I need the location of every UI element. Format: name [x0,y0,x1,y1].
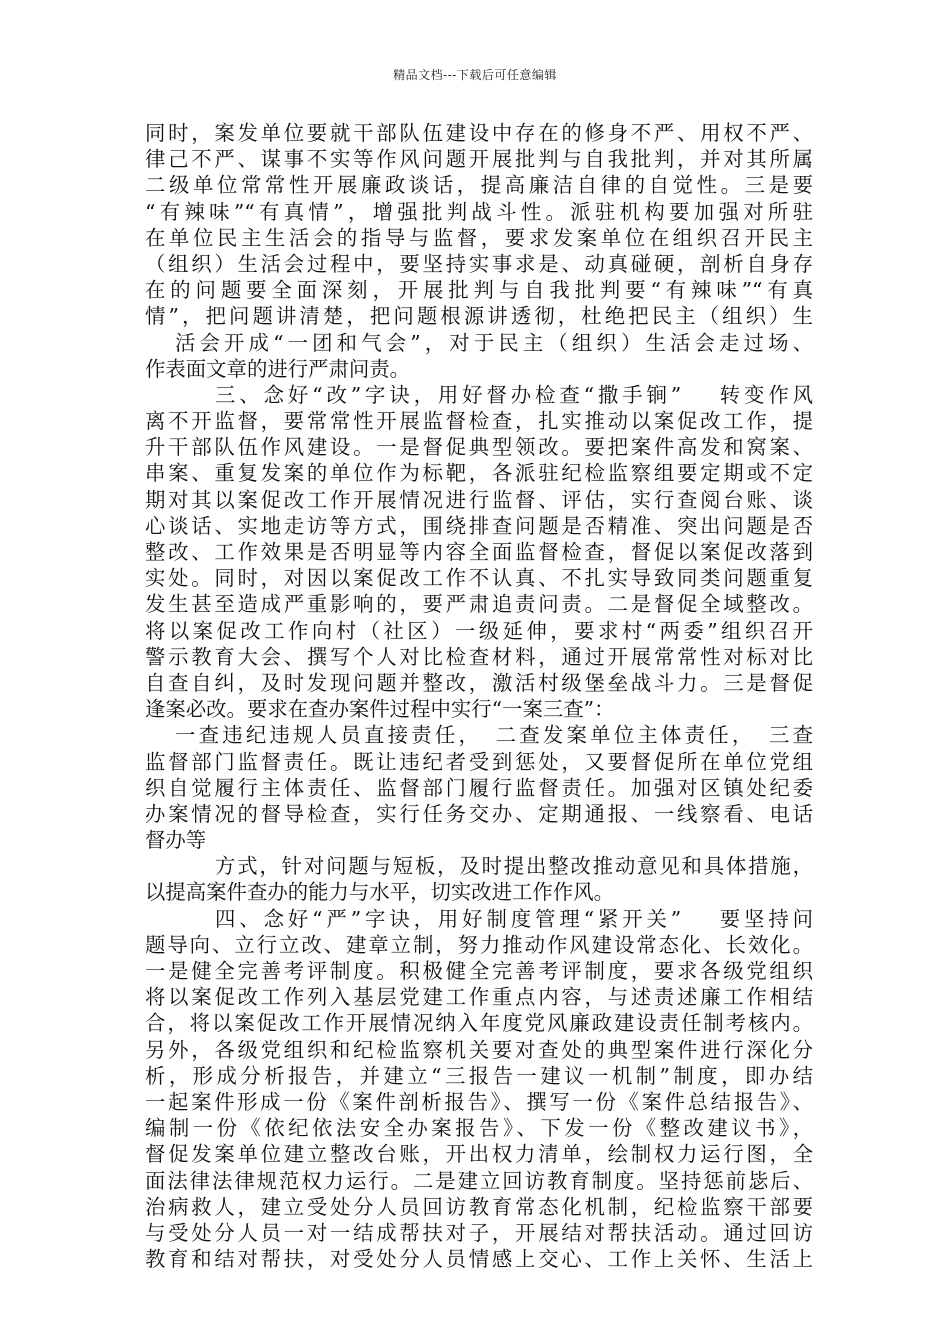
text-line: 同时，案发单位要就干部队伍建设中存在的修身不严、用权不严、 [145,121,813,145]
text-line: 析，形成分析报告，并建立“三报告一建议一机制”制度，即办结 [145,1063,813,1088]
text-line: （组织）生活会过程中，要坚持实事求是、动真碰硬，剖析自身存 [145,251,813,276]
text-line: 将以案促改工作列入基层党建工作重点内容，与述责述廉工作相结 [145,985,813,1010]
text-line: 督办等 [145,828,207,853]
text-line: 作表面文章的进行严肃问责。 [145,356,411,381]
text-line: 监督部门监督责任。既让违纪者受到惩处，又要督促所在单位党组 [145,749,813,774]
text-line: 律己不严、谋事不实等作风问题开展批判与自我批判，并对其所属 [145,147,813,172]
text-line: 升干部队伍作风建设。一是督促典型领改。要把案件高发和窝案、 [145,435,813,460]
text-line: “有辣味”“有真情”，增强批判战斗性。派驻机构要加强对所驻 [145,199,813,224]
text-line: 面法律法律规范权力运行。二是建立回访教育制度。坚持惩前毖后、 [145,1168,813,1193]
text-line: 另外，各级党组织和纪检监察机关要对查处的典型案件进行深化分 [145,1037,813,1062]
text-line: 警示教育大会、撰写个人对比检查材料，通过开展常常性对标对比 [145,644,813,669]
text-line: 教育和结对帮扶，对受处分人员情感上交心、工作上关怀、生活上 [145,1247,813,1272]
document-body [145,120,813,1272]
text-line: 方式，针对问题与短板，及时提出整改推动意见和具体措施， [215,854,813,879]
text-line: 编制一份《依纪依法安全办案报告》、下发一份《整改建议书》， [145,1116,813,1141]
text-line: 整改、工作效果是否明显等内容全面监督检查，督促以案促改落到 [145,540,813,564]
text-line: 办案情况的督导检查，实行任务交办、定期通报、一线察看、电话 [145,801,813,826]
page-header: 精品文档---下载后可任意编辑 [393,68,557,82]
text-line: 期对其以案促改工作开展情况进行监督、评估，实行查阅台账、谈 [145,487,813,512]
text-line: 发生甚至造成严重影响的，要严肃追责问责。二是督促全域整改。 [145,592,813,617]
text-line: 一是健全完善考评制度。积极健全完善考评制度，要求各级党组织 [145,959,813,983]
text-line: 心谈话、实地走访等方式，围绕排查问题是否精准、突出问题是否 [145,513,813,538]
text-line: 督促发案单位建立整改台账，开出权力清单，绘制权力运行图，全 [145,1142,813,1167]
text-line: 一起案件形成一份《案件剖析报告》、撰写一份《案件总结报告》、 [145,1089,813,1114]
text-line: 实处。同时，对因以案促改工作不认真、不扎实导致同类问题重复 [145,566,813,591]
text-line: 治病救人，建立受处分人员回访教育常态化机制，纪检监察干部要 [145,1194,813,1219]
text-line: 织自觉履行主体责任、监督部门履行监督责任。加强对区镇处纪委 [145,775,813,800]
text-line: 自查自纠，及时发现问题并整改，激活村级堡垒战斗力。三是督促 [145,670,813,695]
text-line: 四、念好“严”字诀，用好制度管理“紧开关” 要坚持问 [215,906,813,931]
text-line: 题导向、立行立改、建章立制，努力推动作风建设常态化、长效化。 [145,932,813,957]
text-line: 与受处分人员一对一结成帮扶对子，开展结对帮扶活动。通过回访 [145,1220,813,1245]
text-line: 三、念好“改”字诀，用好督办检查“撒手锏” 转变作风 [215,382,813,407]
text-line: 合，将以案促改工作开展情况纳入年度党风廉政建设责任制考核内。 [145,1011,813,1036]
text-line: 在单位民主生活会的指导与监督，要求发案单位在组织召开民主 [145,225,813,250]
text-line: 以提高案件查办的能力与水平，切实改进工作作风。 [145,880,614,905]
text-line: 情”，把问题讲清楚，把问题根源讲透彻，杜绝把民主（组织）生 [145,304,813,329]
text-line: 将以案促改工作向村（社区）一级延伸，要求村“两委”组织召开 [145,618,813,643]
text-line: 在的问题要全面深刻，开展批判与自我批判要“有辣味”“有真 [145,278,813,303]
text-line: 串案、重复发案的单位作为标靶，各派驻纪检监察组要定期或不定 [145,461,813,486]
text-line: 活会开成“一团和气会”，对于民主（组织）生活会走过场、 [175,330,813,355]
text-line: 二级单位常常性开展廉政谈话，提高廉洁自律的自觉性。三是要 [145,173,813,198]
text-line: 一查违纪违规人员直接责任， 二查发案单位主体责任， 三查 [175,723,813,748]
text-line: 离不开监督，要常常性开展监督检查，扎实推动以案促改工作，提 [145,409,813,434]
text-line: 逢案必改。要求在查办案件过程中实行“一案三查”： [145,697,615,722]
